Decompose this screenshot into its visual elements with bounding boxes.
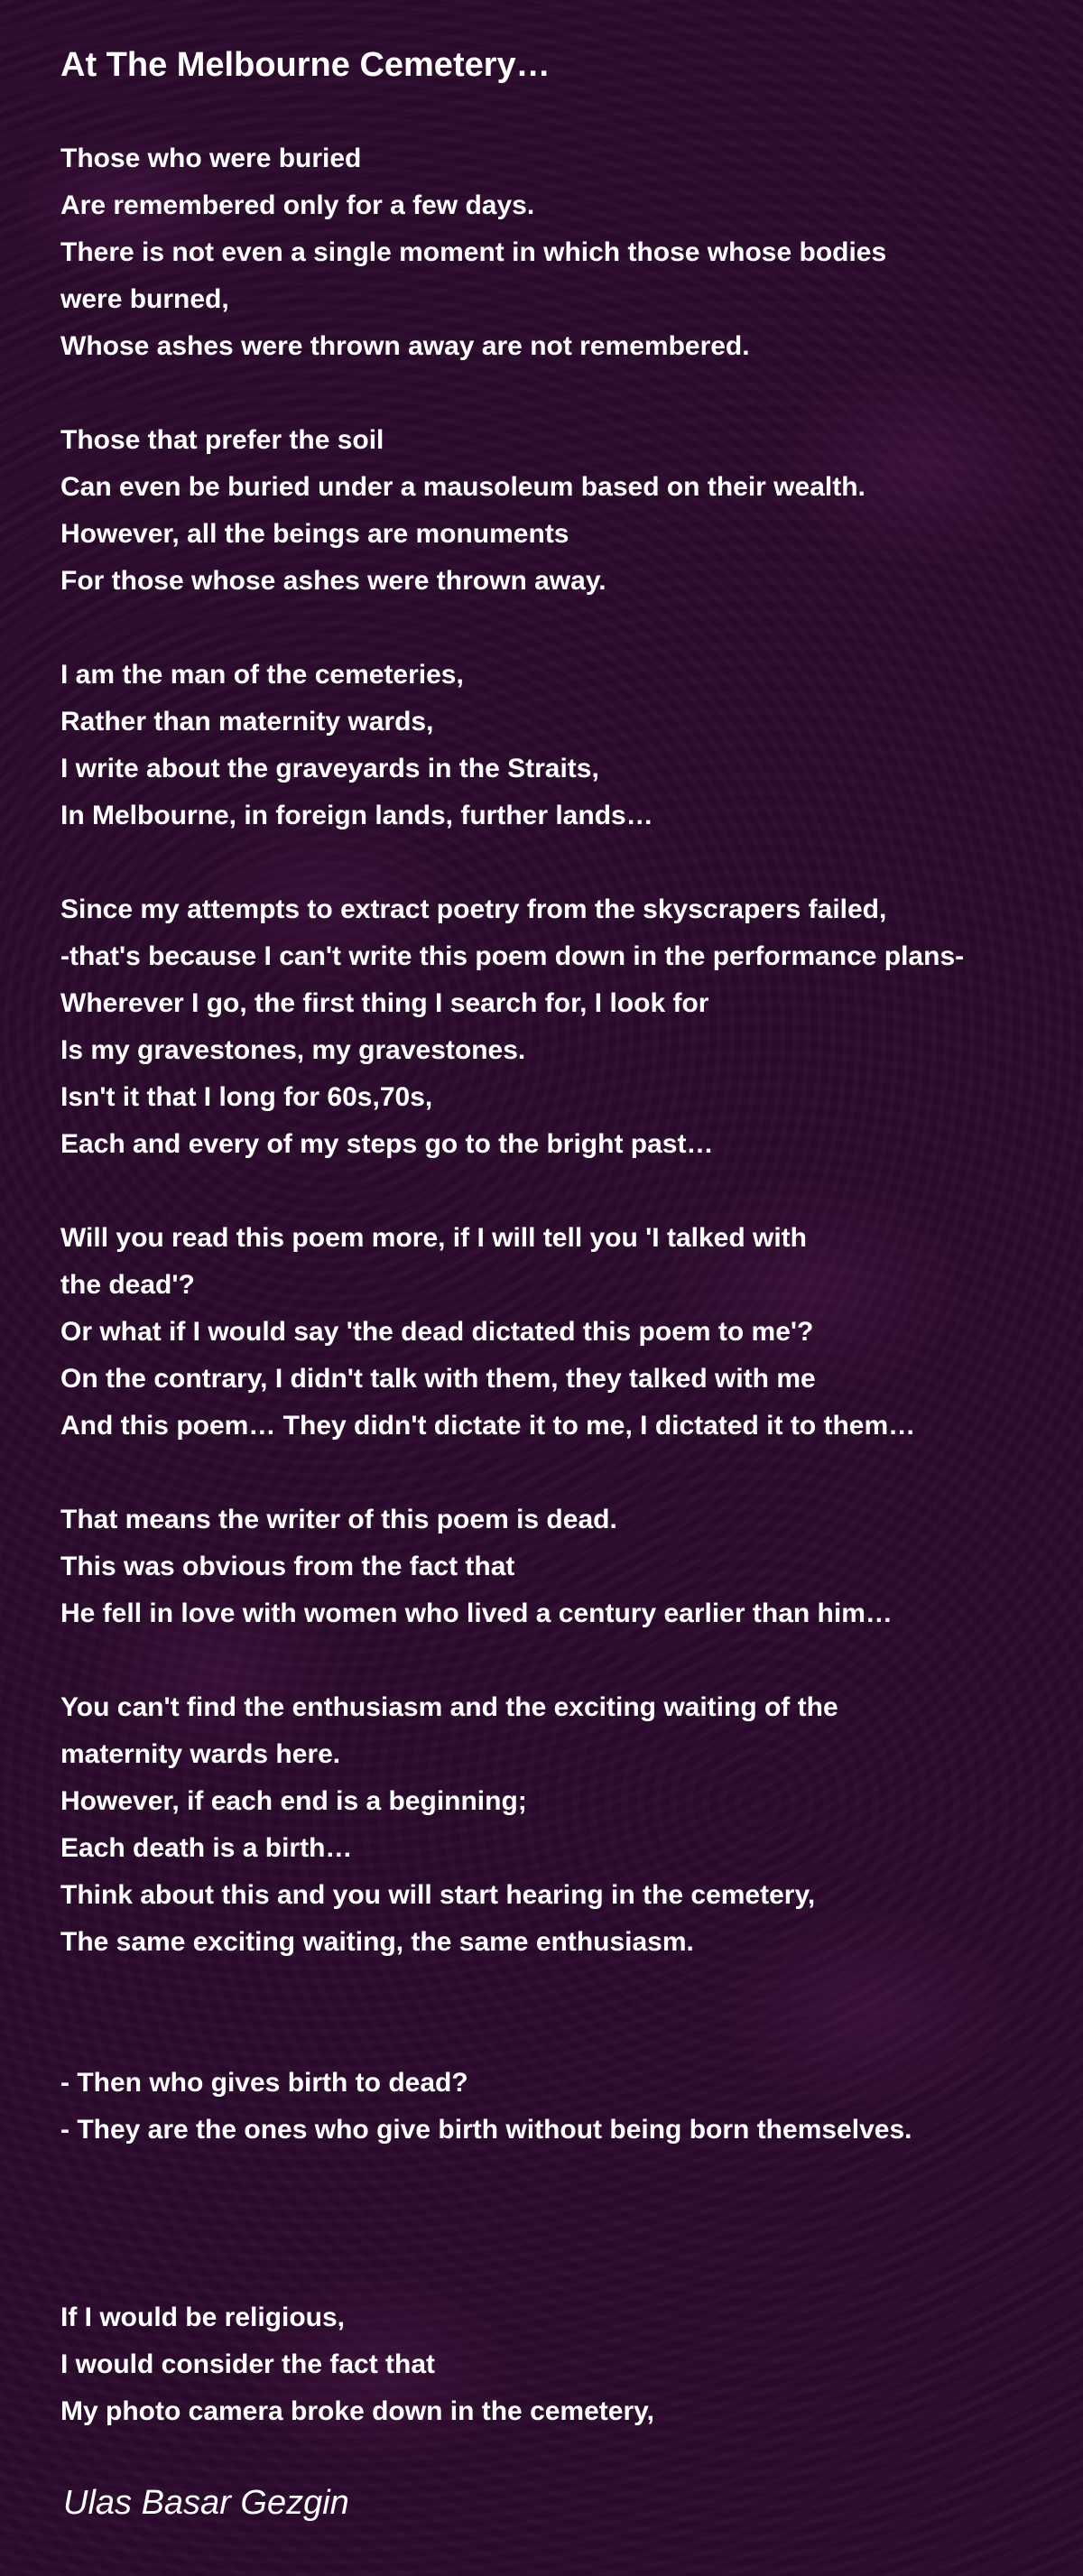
poem-line: Each and every of my steps go to the bright past… [60,1129,714,1159]
poem-line: Is my gravestones, my gravestones. [60,1035,526,1065]
poem-line: If I would be religious, [60,2303,346,2332]
poem-title: At The Melbourne Cemetery… [60,46,551,84]
poem-line: I would consider the fact that [60,2349,436,2379]
poem-line: Those who were buried [60,144,362,173]
poem-line: In Melbourne, in foreign lands, further lands… [60,801,653,830]
poem-line: You can't find the enthusiasm and the exciting waiting of the [60,1692,838,1722]
stanza-break [60,839,1062,886]
poem-line: This was obvious from the fact that [60,1552,515,1581]
poem-line: Isn't it that I long for 60s,70s, [60,1082,433,1112]
poem-line: Those that prefer the soil [60,425,384,455]
poem-line: Each death is a birth… [60,1833,353,1863]
poem-line: Rather than maternity wards, [60,707,434,737]
poem-body [60,135,1062,2435]
stanza-break [60,1450,1062,1496]
stanza-break [60,605,1062,652]
poem-line: - They are the ones who give birth without being born themselves. [60,2115,912,2145]
poem-line: The same exciting waiting, the same enthusiasm. [60,1927,694,1957]
poem-line: For those whose ashes were thrown away. [60,566,606,596]
poem-line: Can even be buried under a mausoleum based on their wealth. [60,472,865,502]
poem-line: I write about the graveyards in the Straits, [60,754,599,783]
poem-line: That means the writer of this poem is dead. [60,1505,617,1534]
poem-line: -that's because I can't write this poem down in the performance plans- [60,941,965,971]
poem-line: - Then who gives birth to dead? [60,2068,468,2098]
poem-line: And this poem… They didn't dictate it to me, I dictated it to them… [60,1411,916,1441]
stanza-break [60,2201,1062,2247]
stanza-break [60,1637,1062,1684]
poem-line: On the contrary, I didn't talk with them, they talked with me [60,1364,816,1394]
stanza-break [60,370,1062,417]
stanza-break [60,2154,1062,2201]
stanza-break [60,2247,1062,2294]
poem-line: Wherever I go, the first thing I search for, I look for [60,988,709,1018]
poem-line: Think about this and you will start hearing in the cemetery, [60,1880,816,1910]
stanza-break [60,1966,1062,2013]
poem-line: I am the man of the cemeteries, [60,660,464,690]
stanza-break [60,2013,1062,2060]
poem-line: Will you read this poem more, if I will tell you 'I talked with [60,1223,807,1253]
poem-line: However, all the beings are monuments [60,519,569,549]
poem-line: Or what if I would say 'the dead dictated this poem to me'? [60,1317,814,1347]
poem-line: Are remembered only for a few days. [60,190,535,220]
poem-line: Since my attempts to extract poetry from the skyscrapers failed, [60,894,887,924]
stanza-break [60,1168,1062,1215]
poem-line: Whose ashes were thrown away are not remembered. [60,331,750,361]
poem-line: the dead'? [60,1270,195,1300]
poem-line: He fell in love with women who lived a century earlier than him… [60,1598,893,1628]
poem-line: were burned, [60,284,229,314]
poem-line: My photo camera broke down in the cemetery, [60,2396,654,2426]
poem-line: maternity wards here. [60,1739,341,1769]
poem-line: There is not even a single moment in which those whose bodies [60,237,887,267]
poem-line: However, if each end is a beginning; [60,1786,527,1816]
poem-author: Ulas Basar Gezgin [63,2484,349,2522]
